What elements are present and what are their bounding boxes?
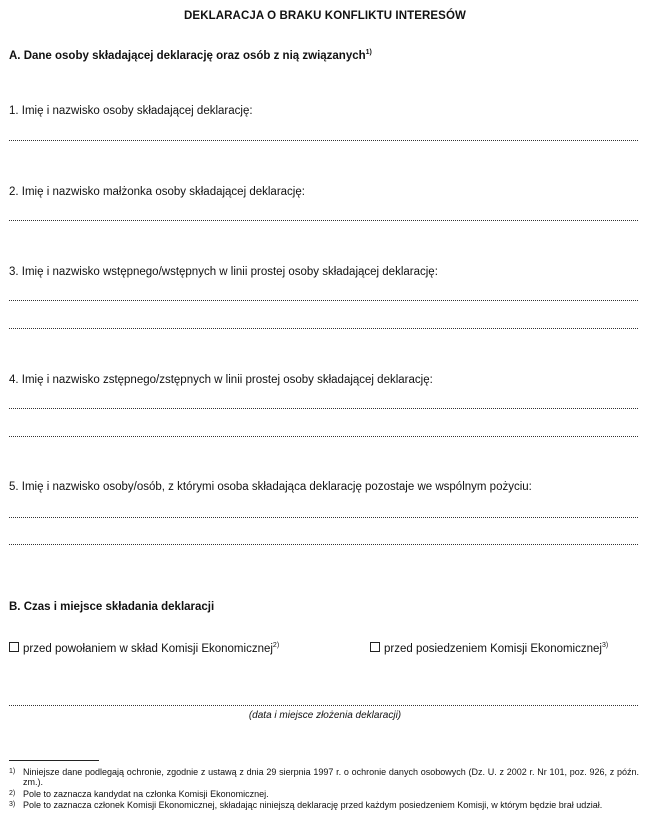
question-4-answer-line-1[interactable]: [9, 408, 638, 409]
option-before-meeting[interactable]: [370, 642, 608, 655]
question-4-label: 4. Imię i nazwisko zstępnego/zstępnych w linii prostej osoby składającej deklarację:: [9, 374, 433, 386]
section-a-heading-text: A. Dane osoby składającej deklarację oraz osób z nią związanych: [9, 50, 366, 62]
option-before-appointment-label: przed powołaniem w skład Komisji Ekonomicznej: [23, 643, 273, 655]
footnote-separator: [9, 760, 99, 761]
date-place-caption: (data i miejsce złożenia deklaracji): [248, 710, 402, 721]
footnote-2-text: Pole to zaznacza kandydat na członka Komisji Ekonomicznej.: [23, 789, 269, 799]
question-2-label: 2. Imię i nazwisko małżonka osoby składającej deklarację:: [9, 186, 305, 198]
question-3-answer-line-2[interactable]: [9, 328, 638, 329]
option-before-meeting-label: przed posiedzeniem Komisji Ekonomicznej: [384, 643, 602, 655]
question-3-label: 3. Imię i nazwisko wstępnego/wstępnych w linii prostej osoby składającej deklarację:: [9, 266, 438, 278]
document-title: DEKLARACJA O BRAKU KONFLIKTU INTERESÓW: [184, 10, 466, 22]
option-before-meeting-footnote-ref: 3): [601, 642, 609, 650]
footnote-2-mark: 2): [9, 790, 16, 797]
section-b-heading: B. Czas i miejsce składania deklaracji: [9, 601, 215, 613]
option-before-appointment[interactable]: [9, 642, 279, 655]
footnote-1-mark: 1): [9, 768, 16, 775]
question-1-answer-line[interactable]: [9, 140, 638, 141]
section-a-footnote-ref: 1): [365, 49, 372, 57]
question-3-answer-line-1[interactable]: [9, 300, 638, 301]
footnote-2: [9, 789, 639, 799]
question-4-answer-line-2[interactable]: [9, 436, 638, 437]
footnote-1: [9, 767, 639, 787]
question-5-answer-line-1[interactable]: [9, 517, 638, 518]
date-place-line[interactable]: [9, 705, 638, 706]
option-before-appointment-footnote-ref: 2): [272, 642, 280, 650]
checkbox-before-meeting[interactable]: [370, 642, 380, 652]
question-5-label: 5. Imię i nazwisko osoby/osób, z którymi osoba składająca deklarację pozostaje we wspólnym pożyciu:: [9, 481, 532, 493]
question-2-answer-line[interactable]: [9, 220, 638, 221]
footnote-3: [9, 800, 639, 810]
footnote-3-text: Pole to zaznacza członek Komisji Ekonomicznej, składając niniejszą deklarację przed każdym posiedzeniem Komisji, w którym będzie brał udział.: [23, 800, 603, 810]
footnote-3-mark: 3): [9, 801, 16, 808]
footnote-1-text: Niniejsze dane podlegają ochronie, zgodnie z ustawą z dnia 29 sierpnia 1997 r. o ochronie danych osobowych (Dz. U. z 2002 r. Nr 101, poz. 926, z późn. zm.).: [23, 767, 639, 787]
section-a-heading: [9, 50, 372, 62]
checkbox-before-appointment[interactable]: [9, 642, 19, 652]
question-5-answer-line-2[interactable]: [9, 544, 638, 545]
question-1-label: 1. Imię i nazwisko osoby składającej deklarację:: [9, 105, 253, 117]
